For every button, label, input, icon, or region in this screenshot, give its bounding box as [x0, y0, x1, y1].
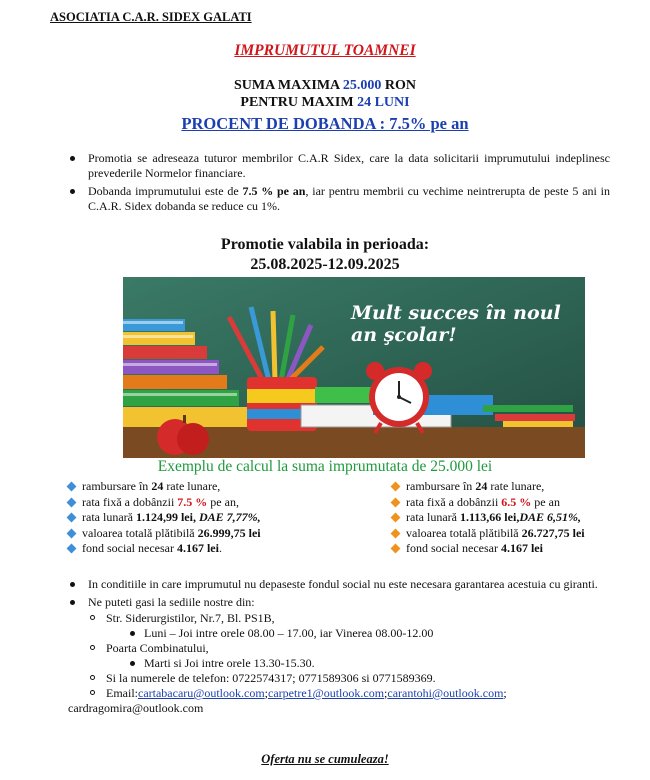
calculation-example-title: Exemplu de calcul la suma imprumutata de 25.000 lei [157, 458, 493, 475]
locations-title: Ne puteti gasi la sediile nostre din: [68, 595, 613, 610]
email-addresses: Email:cartabacaru@outlook.com;carpetre1@outlook.com;carantohi@outlook.com; cardragomira@outlook.com [68, 686, 507, 715]
calculation-column-right [392, 479, 585, 557]
max-amount-line: SUMA MAXIMA 25.000 RON [233, 78, 416, 93]
interest-rate-headline: PROCENT DE DOBANDA : 7.5% pe an [181, 114, 469, 133]
calc-right-row-3: rata lunară 1.113,66 lei,DAE 6,51%, [392, 510, 585, 526]
email-4: cardragomira@outlook.com [68, 701, 204, 715]
calc-left-row-4: valoarea totală plătibilă 26.999,75 lei [68, 526, 261, 542]
location-2: Poarta Combinatului, [68, 641, 613, 656]
calc-left-row-1: rambursare în 24 rate lunare, [68, 479, 261, 495]
email-link-2[interactable]: carpetre1@outlook.com [268, 686, 385, 700]
email-link-3[interactable]: carantohi@outlook.com [387, 686, 504, 700]
circle-bullet-icon [90, 675, 95, 680]
orange-diamond-icon [391, 497, 401, 507]
email-link-1[interactable]: cartabacaru@outlook.com [138, 686, 265, 700]
blue-diamond-icon [67, 544, 77, 554]
page-title: IMPRUMUTUL TOAMNEI [234, 42, 416, 59]
blue-diamond-icon [67, 528, 77, 538]
offer-note: Oferta nu se cumuleaza! [261, 752, 389, 766]
calc-right-row-2: rata fixă a dobânzii 6.5 % pe an [392, 495, 585, 511]
max-period-line: PENTRU MAXIM 24 LUNI [240, 95, 410, 110]
location-2-hours: Marti si Joi intre orele 13.30-15.30. [68, 656, 613, 671]
calc-right-row-1: rambursare în 24 rate lunare, [392, 479, 585, 495]
location-1: Str. Siderurgistilor, Nr.7, Bl. PS1B, [68, 611, 613, 626]
circle-bullet-icon [90, 615, 95, 620]
intro-bullet-list [68, 151, 610, 217]
orange-diamond-icon [391, 482, 401, 492]
calc-right-row-4: valoarea totală plătibilă 26.727,75 lei [392, 526, 585, 542]
phone-numbers: Si la numerele de telefon: 0722574317; 0771589306 si 0771589369. [68, 671, 613, 686]
blue-diamond-icon [67, 497, 77, 507]
location-1-hours: Luni – Joi intre orele 08.00 – 17.00, iar Vinerea 08.00-12.00 [68, 626, 613, 641]
banner-text-line2: an şcolar! [351, 324, 457, 346]
intro-bullet-2: Dobanda imprumutului este de 7.5 % pe an, iar pentru membrii cu vechime neintrerupta de peste 5 ani in C.A.R. Sidex dobanda se reduce cu 1%. [68, 184, 610, 214]
calc-left-row-3: rata lunară 1.124,99 lei, DAE 7,77%, [68, 510, 261, 526]
dot-bullet-icon [130, 661, 135, 666]
calc-left-row-5: fond social necesar 4.167 lei. [68, 541, 261, 557]
circle-bullet-icon [90, 645, 95, 650]
banner-text-line1: Mult succes în noul [351, 302, 561, 324]
blue-diamond-icon [67, 482, 77, 492]
promo-dates: 25.08.2025-12.09.2025 [250, 256, 400, 273]
info-bullet-list [68, 577, 613, 716]
circle-bullet-icon [90, 690, 95, 695]
promo-heading: Promotie valabila in perioada: [220, 236, 430, 253]
calc-right-row-5: fond social necesar 4.167 lei [392, 541, 585, 557]
calculation-column-left [68, 479, 261, 557]
orange-diamond-icon [391, 513, 401, 523]
orange-diamond-icon [391, 544, 401, 554]
dot-bullet-icon [130, 631, 135, 636]
banner-illustration [123, 277, 585, 458]
back-to-school-banner [123, 277, 585, 458]
guarantee-note: In conditiile in care imprumutul nu depaseste fondul social nu este necesara garantarea acestuia cu giranti. [68, 577, 613, 592]
intro-bullet-1: Promotia se adreseaza tuturor membrilor C.A.R Sidex, care la data solicitarii imprumutului indeplinesc prevederile Normelor financiare. [68, 151, 610, 181]
organization-name: ASOCIATIA C.A.R. SIDEX GALATI [50, 10, 252, 24]
orange-diamond-icon [391, 528, 401, 538]
blue-diamond-icon [67, 513, 77, 523]
calc-left-row-2: rata fixă a dobânzii 7.5 % pe an, [68, 495, 261, 511]
